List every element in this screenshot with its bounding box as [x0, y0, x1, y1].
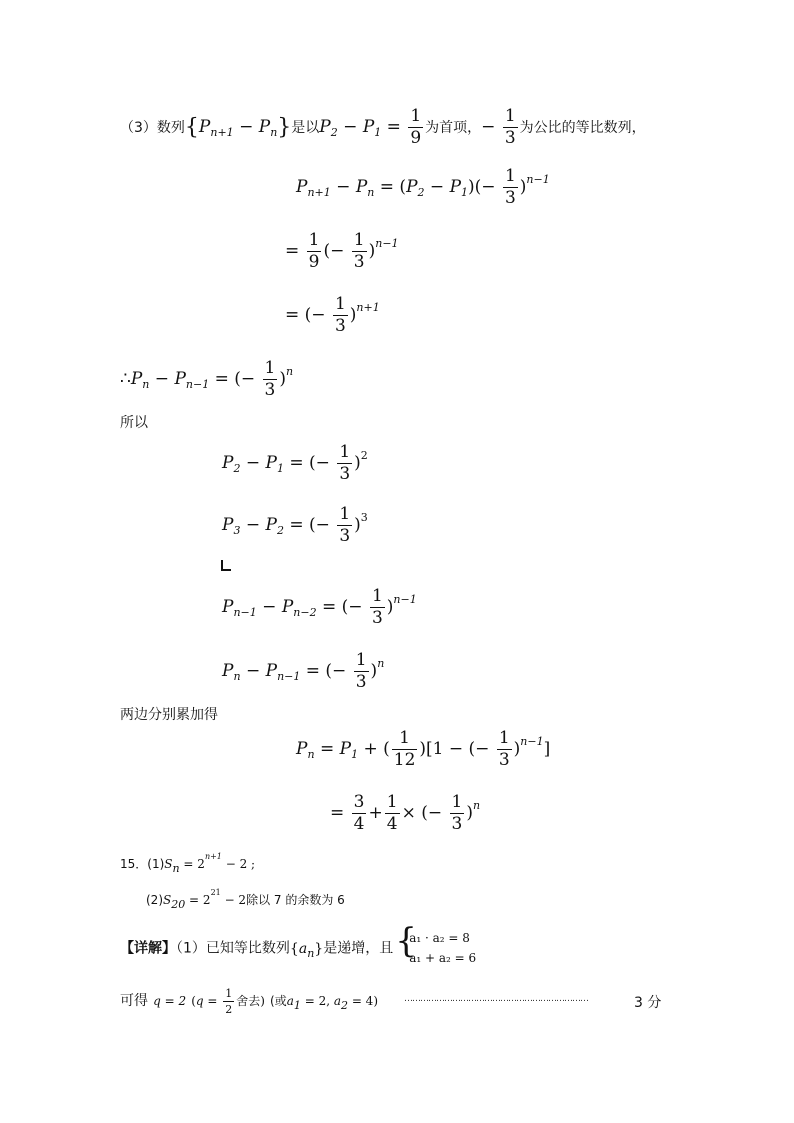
diff-line-3: $P_{n-1} - P_{n-2}$ = (− $\frac{1}{3}$ )$^{n-1}$ — [222, 586, 417, 628]
part3-mid-text: 是以 — [291, 120, 320, 136]
diff-line-1: $P_2 - P_1$ = (− $\frac{1}{3}$ )$^2$ — [222, 442, 368, 484]
first-term-tail: 为首项， — [425, 120, 482, 136]
a-values: $a_1 = 2$, $a_2 = 4$) — [286, 994, 378, 1012]
suoyi-text: 所以 — [120, 415, 148, 431]
seq-expr: $P_{n+1} - P_n$ — [198, 117, 278, 139]
q15-part2-label: (2) — [146, 893, 163, 907]
first-term-expr: $P_2 - P_1$ = $\frac{1}{9}$ — [319, 106, 422, 148]
detail-label: 【详解】 — [120, 940, 176, 957]
derivation-line-3: = (− $\frac{1}{3}$ )$^{n+1}$ — [285, 294, 380, 336]
system-row-1: a₁ · a₂ = 8 — [409, 931, 470, 945]
derivation-line-1: $P_{n+1} - P_n = (P_2 - P_1)(-$ $\frac{1}{3}$ )$^{n-1}$ — [296, 166, 550, 208]
diff-line-2: $P_3 - P_2$ = (− $\frac{1}{3}$ )$^3$ — [222, 504, 368, 546]
q15-part2-formula: $S_{20} = 2^{21} - 2$ — [163, 888, 247, 911]
detail-line-2: 可得 q = 2 (q = $\frac{1}{2}$ 舍去) (或$a_1 = 2$, $a_2 = 4$) — [120, 987, 378, 1016]
derivation-line-2: = $\frac{1}{9}$ (− $\frac{1}{3}$ )$^{n-1}$ — [285, 230, 399, 272]
score-dots: …………………………………………………………… — [404, 994, 588, 1004]
q15-answer-1 — [120, 852, 255, 875]
q-value: q = 2 — [153, 994, 187, 1008]
q15-number: 15． — [120, 857, 148, 871]
discard-text: 舍去 — [236, 994, 261, 1008]
part3-label: （3）数列 — [120, 120, 185, 136]
q15-part1-formula: $S_n = 2^{n+1} - 2$ ; — [164, 852, 256, 875]
q15-part2-text: 除以 7 的余数为 6 — [246, 893, 345, 907]
seq-an: $\{a_n\}$ — [289, 940, 324, 960]
ratio-expr: − $\frac{1}{3}$ — [481, 106, 516, 148]
result-line-1: $P_n = P_1$ + ( $\frac{1}{12}$ )[1 − (− $\frac{1}{3}$ )$^{n-1}$] — [296, 728, 551, 770]
line2-prefix: 可得 — [120, 993, 148, 1009]
system-row-2: a₁ + a₂ = 6 — [409, 951, 477, 965]
therefore-line: $\therefore P_n - P_{n-1}$ = (− $\frac{1}{3}$ )$^n$ — [120, 358, 294, 400]
therefore-symbol: ∴ — [120, 369, 131, 389]
ratio-tail: 为公比的等比数列， — [519, 120, 646, 136]
sum-text: 两边分别累加得 — [120, 707, 218, 723]
detail-text-2: 是递增，且 — [323, 940, 394, 957]
ellipsis-mark — [221, 560, 231, 571]
score-label: 3 分 — [634, 995, 662, 1011]
diff-line-4: $P_n - P_{n-1}$ = (− $\frac{1}{3}$ )$^n$ — [222, 650, 385, 692]
q15-answer-2 — [146, 888, 345, 911]
condition-system — [395, 921, 477, 968]
seq-brace-open: { — [184, 115, 199, 140]
system-brace: { — [395, 921, 417, 961]
q-discard-expr: (q = $\frac{1}{2}$ — [191, 987, 233, 1016]
seq-brace-close: } — [277, 115, 292, 140]
detail-line — [120, 921, 477, 968]
q15-part1-label: (1) — [147, 857, 165, 871]
result-line-2: = $\frac{3}{4}$ + $\frac{1}{4}$ × (− $\frac{1}{3}$ )$^n$ — [330, 792, 481, 834]
part3-intro-line — [120, 108, 646, 147]
detail-text-1: （1）已知等比数列 — [176, 940, 290, 957]
or-text: (或 — [270, 994, 287, 1008]
